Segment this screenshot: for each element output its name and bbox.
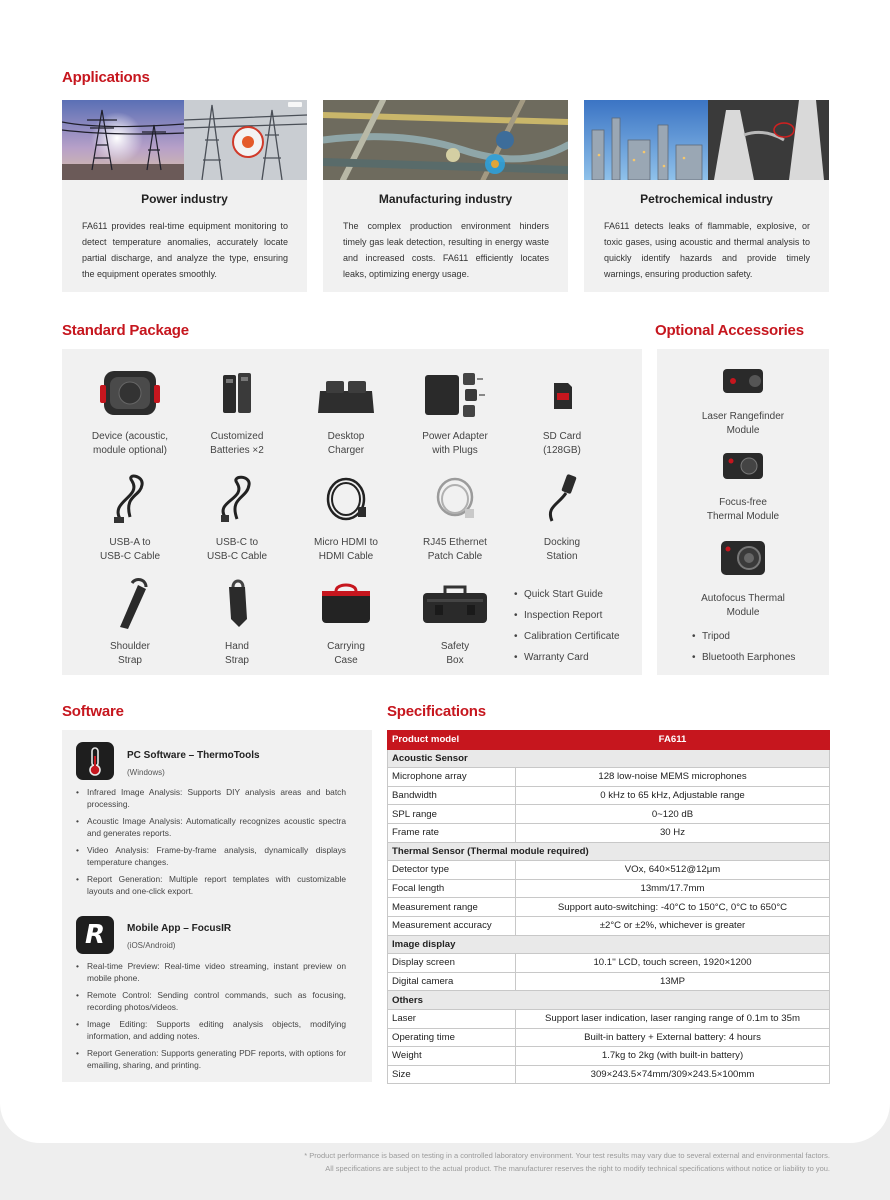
package-item-batteries	[187, 365, 287, 458]
package-item-label: HDMI Cable	[318, 551, 374, 562]
package-item-label: Shoulder	[109, 641, 151, 652]
accessory-extra-item: • Tripod	[692, 626, 795, 647]
application-description: FA611 detects leaks of flammable, explosive, or toxic gases, using acoustic and thermal analysis to quickly identify hazards and provide timely warnings, ensuring production safety.	[604, 221, 810, 279]
spec-value: VOx, 640×512@12μm	[516, 861, 830, 880]
package-item-label: Charger	[327, 445, 365, 456]
spec-row	[388, 916, 830, 935]
package-documents-list	[514, 584, 620, 668]
safety-box-icon	[405, 575, 505, 631]
pc-software-platform: (Windows)	[127, 768, 165, 777]
ethernet-cable-icon	[405, 471, 505, 527]
power-adapter-icon	[405, 365, 505, 421]
spec-key: Weight	[388, 1047, 516, 1066]
spec-key: Measurement range	[388, 898, 516, 917]
spec-value: 13mm/17.7mm	[516, 879, 830, 898]
accessory-laser-rangefinder	[693, 359, 793, 438]
battery-icon	[187, 365, 287, 421]
feature-item: • Real-time Preview: Real-time video streaming, instant preview on mobile phone.	[76, 961, 346, 984]
package-item-label: with Plugs	[432, 445, 478, 456]
package-item-label: Safety	[440, 641, 470, 652]
spec-section-title: Acoustic Sensor	[388, 749, 830, 768]
optional-accessories-panel	[657, 349, 829, 675]
document-item: • Warranty Card	[514, 647, 620, 668]
package-item-label: Power Adapter	[422, 431, 488, 442]
spec-section-title: Image display	[388, 935, 830, 954]
software-title: Software	[62, 703, 124, 720]
spec-section-title: Others	[388, 991, 830, 1010]
package-item-label: USB-C to	[215, 537, 259, 548]
standard-package-panel	[62, 349, 642, 675]
package-item-label: Case	[334, 655, 358, 666]
autofocus-module-icon	[693, 533, 793, 583]
accessory-label: Focus-free	[719, 497, 767, 508]
feature-item: • Image Editing: Supports editing analysis objects, modifying information, and adding notes.	[76, 1019, 346, 1042]
hdmi-cable-icon	[296, 471, 396, 527]
spec-value: Support laser indication, laser ranging range of 0.1m to 35m	[516, 1009, 830, 1028]
package-item-label: Batteries ×2	[210, 445, 264, 456]
application-card-petrochemical	[584, 100, 829, 292]
carrying-case-icon	[296, 575, 396, 631]
package-item-label: SD Card	[542, 431, 582, 442]
spec-value: ±2°C or ±2%, whichever is greater	[516, 916, 830, 935]
application-description: FA611 provides real-time equipment monitoring to detect temperature anomalies, accurately locate partial discharge, and analyze the type, ensuring the equipment operates smoothly.	[82, 221, 288, 279]
package-item-hand-strap	[187, 575, 287, 668]
document-item: • Inspection Report	[514, 605, 620, 626]
spec-row	[388, 768, 830, 787]
package-item-label: Docking	[543, 537, 581, 548]
document-item: • Quick Start Guide	[514, 584, 620, 605]
specifications-table	[387, 730, 830, 1084]
package-item-label: Hand	[225, 641, 249, 652]
laser-rangefinder-icon	[693, 359, 793, 401]
spec-value: 13MP	[516, 972, 830, 991]
package-item-label: USB-A to	[109, 537, 151, 548]
spec-value: 0 kHz to 65 kHz, Adjustable range	[516, 786, 830, 805]
accessory-extra-item: • Bluetooth Earphones	[692, 647, 795, 668]
spec-section-row	[388, 935, 830, 954]
package-item-label: Customized	[210, 431, 264, 442]
package-item-label: Carrying	[327, 641, 365, 652]
package-item-label: USB-C Cable	[99, 551, 161, 562]
specifications-title: Specifications	[387, 703, 486, 720]
package-item-usb-a-cable	[80, 471, 180, 564]
spec-key: Laser	[388, 1009, 516, 1028]
mobile-app-features	[76, 961, 346, 1077]
spec-row	[388, 1047, 830, 1066]
docking-station-icon	[512, 471, 612, 527]
package-item-safety-box	[405, 575, 505, 668]
accessory-focus-free-thermal	[693, 445, 793, 524]
spec-value: 10.1'' LCD, touch screen, 1920×1200	[516, 954, 830, 973]
package-item-device	[80, 365, 180, 458]
thermal-module-icon	[693, 445, 793, 487]
device-icon	[80, 365, 180, 421]
spec-value: FA611	[516, 731, 830, 750]
spec-key: Detector type	[388, 861, 516, 880]
feature-item: • Remote Control: Sending control commands, such as focusing, recording photos/videos.	[76, 990, 346, 1013]
spec-row	[388, 786, 830, 805]
spec-key: Size	[388, 1065, 516, 1084]
spec-key: SPL range	[388, 805, 516, 824]
spec-section-row	[388, 842, 830, 861]
sd-card-icon	[512, 365, 612, 421]
spec-key: Frame rate	[388, 823, 516, 842]
spec-key: Measurement accuracy	[388, 916, 516, 935]
shoulder-strap-icon	[80, 575, 180, 631]
package-item-label: Patch Cable	[427, 551, 483, 562]
spec-key: Focal length	[388, 879, 516, 898]
package-item-label: Desktop	[327, 431, 365, 442]
software-panel	[62, 730, 372, 1082]
package-item-label: Micro HDMI to	[314, 537, 378, 548]
footnote-line: All specifications are subject to the actual product. The manufacturer reserves the right to modify technical specifications without notice or liability to you.	[325, 1164, 830, 1173]
spec-value: 128 low-noise MEMS microphones	[516, 768, 830, 787]
spec-section-row	[388, 991, 830, 1010]
package-item-label: Device (acoustic,	[91, 431, 169, 442]
package-item-hdmi-cable	[296, 471, 396, 564]
spec-key: Bandwidth	[388, 786, 516, 805]
accessory-label: Module	[726, 425, 760, 436]
package-item-sd-card	[512, 365, 612, 458]
package-item-label: USB-C Cable	[206, 551, 268, 562]
spec-value: 30 Hz	[516, 823, 830, 842]
application-name: Manufacturing industry	[378, 192, 513, 206]
package-item-label: Strap	[118, 655, 142, 666]
package-item-label: Box	[446, 655, 464, 666]
usb-cable-icon	[80, 471, 180, 527]
package-item-charger	[296, 365, 396, 458]
feature-item: • Infrared Image Analysis: Supports DIY analysis areas and batch processing.	[76, 787, 346, 810]
package-item-usb-c-cable	[187, 471, 287, 564]
spec-key: Digital camera	[388, 972, 516, 991]
accessory-autofocus-thermal	[693, 533, 793, 620]
spec-key: Microphone array	[388, 768, 516, 787]
package-item-shoulder-strap	[80, 575, 180, 668]
mobile-app-title: Mobile App – FocusIR	[127, 923, 232, 934]
power-industry-photo	[62, 100, 307, 180]
accessory-extras-list	[692, 626, 795, 668]
accessory-label: Module	[726, 607, 760, 618]
package-item-docking-station	[512, 471, 612, 564]
spec-row	[388, 805, 830, 824]
pc-software-features	[76, 787, 346, 903]
spec-row	[388, 861, 830, 880]
petrochemical-industry-photo	[584, 100, 829, 180]
mobile-app-platform: (iOS/Android)	[127, 941, 176, 950]
document-item: • Calibration Certificate	[514, 626, 620, 647]
application-name: Petrochemical industry	[640, 192, 773, 206]
package-item-power-adapter	[405, 365, 505, 458]
hand-strap-icon	[187, 575, 287, 631]
spec-value: 0~120 dB	[516, 805, 830, 824]
package-item-label: module optional)	[93, 445, 167, 456]
package-item-ethernet-cable	[405, 471, 505, 564]
spec-section-row	[388, 749, 830, 768]
spec-row	[388, 972, 830, 991]
feature-item: • Video Analysis: Frame-by-frame analysis, dynamically displays temperature changes.	[76, 845, 346, 868]
feature-item: • Acoustic Image Analysis: Automatically recognizes acoustic spectra and generates reports.	[76, 816, 346, 839]
spec-value: 309×243.5×74mm/309×243.5×100mm	[516, 1065, 830, 1084]
usb-c-cable-icon	[187, 471, 287, 527]
spec-row	[388, 954, 830, 973]
charger-icon	[296, 365, 396, 421]
application-card-manufacturing	[323, 100, 568, 292]
pc-software-title: PC Software – ThermoTools	[127, 750, 260, 761]
application-card-power	[62, 100, 307, 292]
package-item-label: RJ45 Ethernet	[423, 537, 487, 548]
spec-row	[388, 898, 830, 917]
package-item-carrying-case	[296, 575, 396, 668]
spec-section-title: Thermal Sensor (Thermal module required)	[388, 842, 830, 861]
accessory-label: Laser Rangefinder	[701, 411, 785, 422]
feature-item: • Report Generation: Supports generating PDF reports, with options for emailing, sharing, and printing.	[76, 1048, 346, 1071]
package-item-label: (128GB)	[543, 445, 581, 456]
optional-accessories-title: Optional Accessories	[655, 322, 804, 339]
spec-key: Display screen	[388, 954, 516, 973]
package-item-label: Station	[546, 551, 578, 562]
spec-value: Built-in battery + External battery: 4 hours	[516, 1028, 830, 1047]
spec-key: Operating time	[388, 1028, 516, 1047]
spec-value: 1.7kg to 2kg (with built-in battery)	[516, 1047, 830, 1066]
spec-row	[388, 1065, 830, 1084]
application-name: Power industry	[141, 192, 228, 206]
spec-row	[388, 823, 830, 842]
spec-row	[388, 879, 830, 898]
accessory-label: Thermal Module	[706, 511, 780, 522]
manufacturing-industry-photo	[323, 100, 568, 180]
footnote-line: * Product performance is based on testing in a controlled laboratory environment. Your test results may vary due to several external and environmental factors.	[304, 1151, 830, 1160]
package-item-label: Strap	[225, 655, 249, 666]
focusir-logo-icon: R	[76, 916, 114, 954]
accessory-label: Autofocus Thermal	[701, 593, 785, 604]
standard-package-title: Standard Package	[62, 322, 189, 339]
spec-header-row	[388, 731, 830, 750]
feature-item: • Report Generation: Multiple report templates with customizable layouts and one-click export.	[76, 874, 346, 897]
spec-key: Product model	[388, 731, 516, 750]
spec-row	[388, 1009, 830, 1028]
applications-title: Applications	[62, 69, 150, 86]
application-description: The complex production environment hinders timely gas leak detection, resulting in energy waste and increased costs. FA611 efficiently locates leaks, optimizing energy usage.	[343, 221, 549, 279]
spec-value: Support auto-switching: -40°C to 150°C, 0°C to 650°C	[516, 898, 830, 917]
spec-row	[388, 1028, 830, 1047]
thermotools-logo-icon	[76, 742, 114, 780]
